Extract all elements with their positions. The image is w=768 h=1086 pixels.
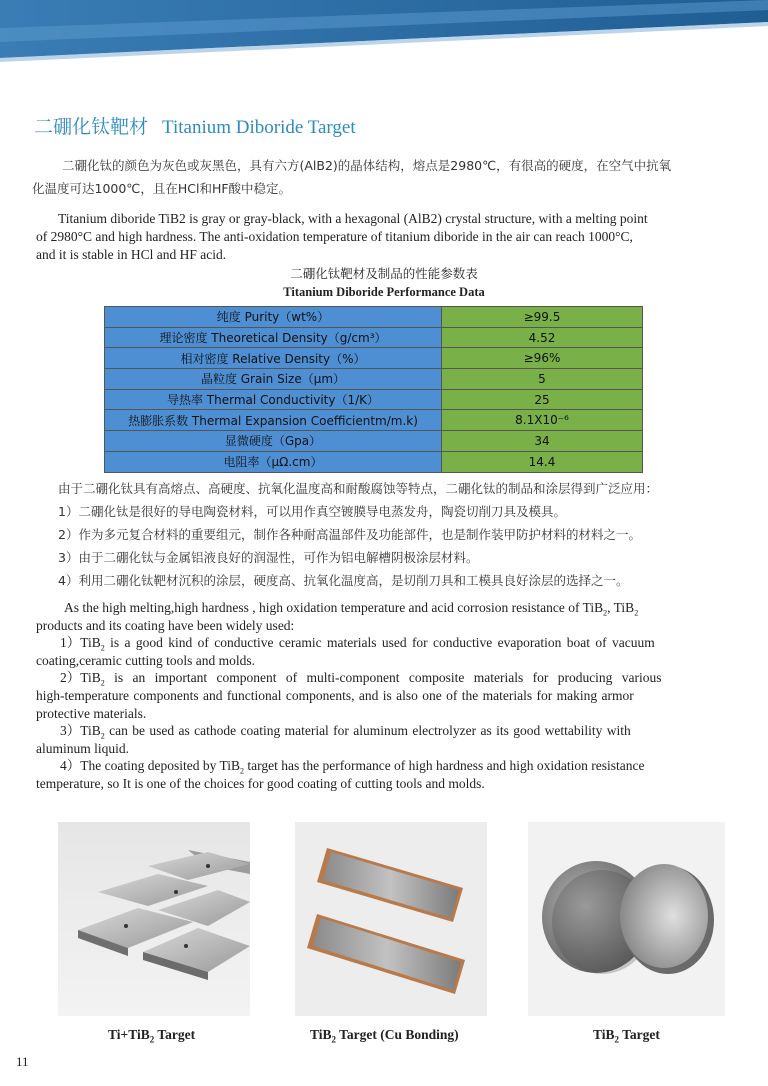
row-value: ≥96% [442,348,643,369]
applications-en-intro: As the high melting,high hardness , high oxidation temperature and acid corrosion resistance of TiB$_2$, TiB$_2$ [64,600,639,618]
tib2-plates-photo [58,822,250,1016]
applications-en-item2: 2）TiB$_2$ is an important component of multi-component composite materials for producing various [60,670,662,688]
tib2-cu-bonding-photo [295,822,487,1016]
table-row [105,410,643,431]
page-title [34,112,356,139]
row-label: 热膨胀系数 Thermal Expansion Coefficientm/m.k) [105,410,442,431]
row-value: 8.1X10⁻⁶ [442,410,643,431]
applications-en-item2-line3: protective materials. [36,706,147,721]
intro-en-line3: and it is stable in HCl and HF acid. [36,247,227,262]
photo-caption: TiB$_2$ Target (Cu Bonding) [310,1027,459,1045]
applications-en-item1: 1）TiB$_2$ is a good kind of conductive ceramic materials used for conductive evaporation boat of vacuum [60,635,655,653]
table-row [105,348,643,369]
row-label: 显微硬度（Gpa） [105,431,442,452]
applications-en-item3: 3）TiB$_2$ can be used as cathode coating material for aluminum electrolyzer as its good wettability with [60,723,631,741]
intro-zh-line1: 二硼化钛的颜色为灰色或灰黑色，具有六方(AlB2)的晶体结构，熔点是2980℃，有很高的硬度，在空气中抗氧 [62,158,672,173]
photo-caption: Ti+TiB$_2$ Target [108,1027,196,1045]
applications-zh-intro: 由于二硼化钛具有高熔点、高硬度、抗氧化温度高和耐酸腐蚀等特点，二硼化钛的制品和涂层得到广泛应用： [58,481,659,496]
photo-caption: TiB$_2$ Target [593,1027,660,1045]
applications-zh-item: 1）二硼化钛是很好的导电陶瓷材料，可以用作真空镀膜导电蒸发舟，陶瓷切削刀具及模具。 [58,504,566,519]
tib2-discs-photo [528,822,725,1016]
table-title-en: Titanium Diboride Performance Data [283,285,485,299]
intro-en-line2: of 2980°C and high hardness. The anti-oxidation temperature of titanium diboride in the air can reach 1000°C, [36,229,633,244]
page-number: 11 [16,1054,29,1069]
title-zh: 二硼化钛靶材 [34,117,149,138]
applications-en-item1-line2: coating,ceramic cutting tools and molds. [36,653,255,668]
applications-zh-item: 3）由于二硼化钛与金属铝液良好的润湿性，可作为铝电解槽阴极涂层材料。 [58,550,479,565]
row-value: 14.4 [442,451,643,472]
row-value: 34 [442,431,643,452]
row-value: 25 [442,389,643,410]
applications-en-item2-line2: high-temperature components and functional components, and is also one of the materials for making armor [36,688,634,703]
intro-en-line1: Titanium diboride TiB2 is gray or gray-black, with a hexagonal (AlB2) crystal structure, with a melting point [58,211,648,226]
applications-en-item4-line2: temperature, so It is one of the choices for good coating of cutting tools and molds. [36,776,485,791]
table-row [105,431,643,452]
applications-zh-item: 4）利用二硼化钛靶材沉积的涂层，硬度高、抗氧化温度高，是切削刀具和工模具良好涂层的选择之一。 [58,573,629,588]
table-row [105,327,643,348]
row-label: 相对密度 Relative Density（%） [105,348,442,369]
applications-en-intro-line2: products and its coating have been widely used: [36,618,295,633]
applications-zh-item: 2）作为多元复合材料的重要组元，制作各种耐高温部件及功能部件，也是制作装甲防护材料的材料之一。 [58,527,641,542]
row-label: 纯度 Purity（wt%） [105,307,442,328]
table-row [105,389,643,410]
header-banner [0,0,768,62]
row-label: 导热率 Thermal Conductivity（1/K） [105,389,442,410]
table-title-zh: 二硼化钛靶材及制品的性能参数表 [290,266,478,281]
table-row [105,369,643,390]
applications-en-item4: 4）The coating deposited by TiB$_2$ target has the performance of high hardness and high oxidation resistance [60,758,645,776]
table-row [105,307,643,328]
intro-zh-line2: 化温度可达1000℃，且在HCl和HF酸中稳定。 [32,181,292,196]
row-label: 电阻率（μΩ.cm） [105,451,442,472]
row-value: ≥99.5 [442,307,643,328]
performance-table [104,306,643,473]
applications-en-item3-line2: aluminum liquid. [36,741,129,756]
table-row [105,451,643,472]
row-value: 5 [442,369,643,390]
title-en: Titanium Diboride Target [162,117,356,138]
row-value: 4.52 [442,327,643,348]
row-label: 理论密度 Theoretical Density（g/cm³） [105,327,442,348]
row-label: 晶粒度 Grain Size（μm） [105,369,442,390]
